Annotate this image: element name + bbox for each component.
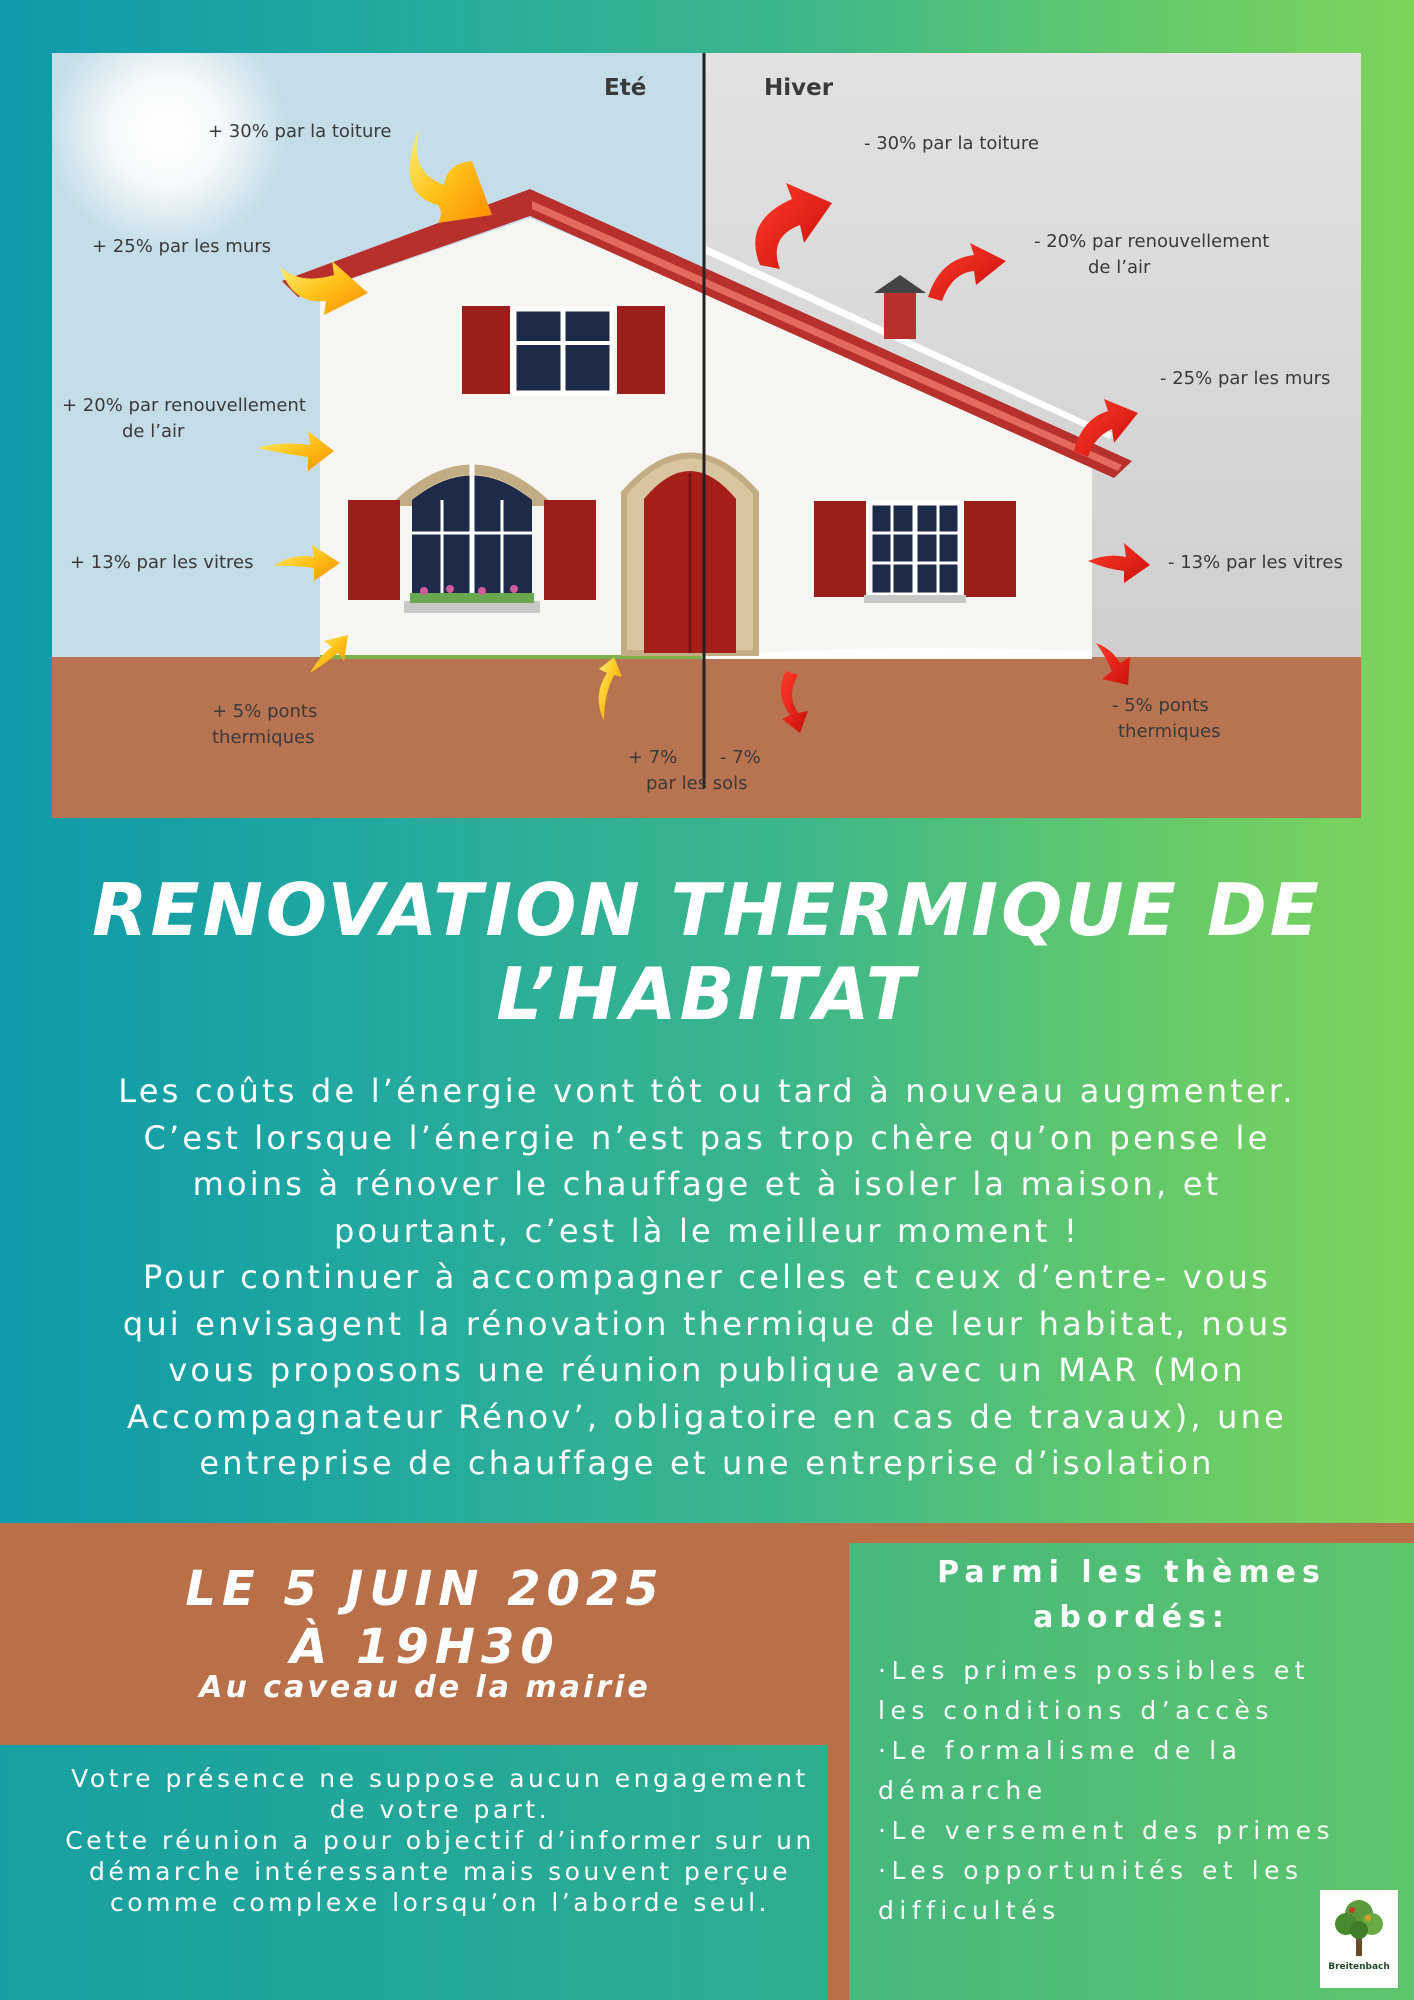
list-item: ·Le versement des primes bbox=[878, 1816, 1336, 1845]
event-time: À 19H30 bbox=[290, 1619, 560, 1675]
intro-line: Pour continuer à accompagner celles et ceux d’entre- vous bbox=[142, 1258, 1272, 1296]
season-summer-label: Eté bbox=[604, 75, 647, 101]
intro-line: Les coûts de l’énergie vont tôt ou tard à nouveau augmenter. bbox=[118, 1072, 1296, 1110]
summer-air-label-2: de l’air bbox=[122, 421, 185, 442]
floor-summer-label: + 7% bbox=[628, 747, 678, 768]
list-item: ·Les primes possibles et bbox=[878, 1656, 1311, 1685]
winter-walls-label: - 25% par les murs bbox=[1160, 368, 1331, 389]
title-line-1: RENOVATION THERMIQUE DE bbox=[92, 868, 1322, 952]
title-line-2: L’HABITAT bbox=[496, 952, 918, 1036]
summer-walls-label: + 25% par les murs bbox=[92, 236, 272, 257]
logo-text: Breitenbach bbox=[1328, 1962, 1390, 1972]
list-item: démarche bbox=[878, 1776, 1048, 1805]
intro-text bbox=[20, 1068, 1394, 1487]
list-item: les conditions d’accès bbox=[878, 1696, 1274, 1725]
note-line: comme complexe lorsqu’on l’aborde seul. bbox=[110, 1888, 770, 1917]
winter-window bbox=[814, 501, 1016, 603]
page-title bbox=[0, 868, 1414, 1036]
floor-winter-label: - 7% bbox=[720, 747, 761, 768]
note-line: Votre présence ne suppose aucun engagement bbox=[71, 1764, 809, 1793]
winter-windows-label: - 13% par les vitres bbox=[1168, 552, 1343, 573]
summer-air-label-1: + 20% par renouvellement bbox=[62, 395, 306, 416]
breitenbach-logo bbox=[1320, 1890, 1398, 1988]
summer-bridges-label-2: thermiques bbox=[212, 727, 315, 748]
event-place: Au caveau de la mairie bbox=[199, 1670, 651, 1705]
themes-title-line-1: Parmi les thèmes bbox=[937, 1555, 1326, 1590]
chimney bbox=[884, 293, 916, 339]
front-door bbox=[624, 456, 756, 654]
intro-line: Accompagnateur Rénov’, obligatoire en cas de travaux), une bbox=[126, 1397, 1288, 1436]
intro-line: moins à rénover le chauffage et à isoler la maison, et bbox=[192, 1165, 1222, 1203]
summer-bridges-label-1: + 5% ponts bbox=[212, 701, 318, 722]
floor-label: par les sols bbox=[646, 773, 748, 794]
intro-line: vous proposons une réunion publique avec un MAR (Mon bbox=[168, 1351, 1246, 1389]
winter-bridges-label-2: thermiques bbox=[1118, 721, 1221, 742]
tree-icon bbox=[1320, 1890, 1398, 1962]
winter-air-label-1: - 20% par renouvellement bbox=[1034, 231, 1270, 252]
themes-title bbox=[849, 1550, 1414, 1640]
intro-line: pourtant, c’est là le meilleur moment ! bbox=[334, 1211, 1080, 1250]
list-item: ·Le formalisme de la bbox=[878, 1736, 1243, 1765]
winter-air-label-2: de l’air bbox=[1088, 257, 1151, 278]
note-line: Cette réunion a pour objectif d’informer sur un bbox=[65, 1826, 815, 1855]
note-text bbox=[10, 1763, 870, 1918]
thermal-illustration bbox=[52, 53, 1361, 818]
winter-roof-label: - 30% par la toiture bbox=[864, 133, 1039, 154]
summer-windows-label: + 13% par les vitres bbox=[70, 552, 254, 573]
event-date-time bbox=[0, 1560, 850, 1676]
summer-roof-label: + 30% par la toiture bbox=[208, 121, 392, 142]
intro-line: C’est lorsque l’énergie n’est pas trop chère qu’on pense le bbox=[143, 1118, 1271, 1157]
event-date: LE 5 JUIN 2025 bbox=[185, 1561, 665, 1617]
themes-title-line-2: abordés: bbox=[1033, 1600, 1230, 1635]
note-line: de votre part. bbox=[329, 1795, 551, 1824]
upper-window bbox=[462, 306, 665, 394]
intro-line: qui envisagent la rénovation thermique de leur habitat, nous bbox=[122, 1304, 1292, 1343]
season-winter-label: Hiver bbox=[764, 75, 834, 101]
themes-list bbox=[878, 1651, 1408, 1931]
intro-line: entreprise de chauffage et une entreprise d’isolation bbox=[199, 1444, 1215, 1482]
winter-bridges-label-1: - 5% ponts bbox=[1112, 695, 1209, 716]
note-line: démarche intéressante mais souvent perçue bbox=[89, 1857, 791, 1886]
list-item: difficultés bbox=[878, 1896, 1061, 1925]
list-item: ·Les opportunités et les bbox=[878, 1856, 1304, 1885]
